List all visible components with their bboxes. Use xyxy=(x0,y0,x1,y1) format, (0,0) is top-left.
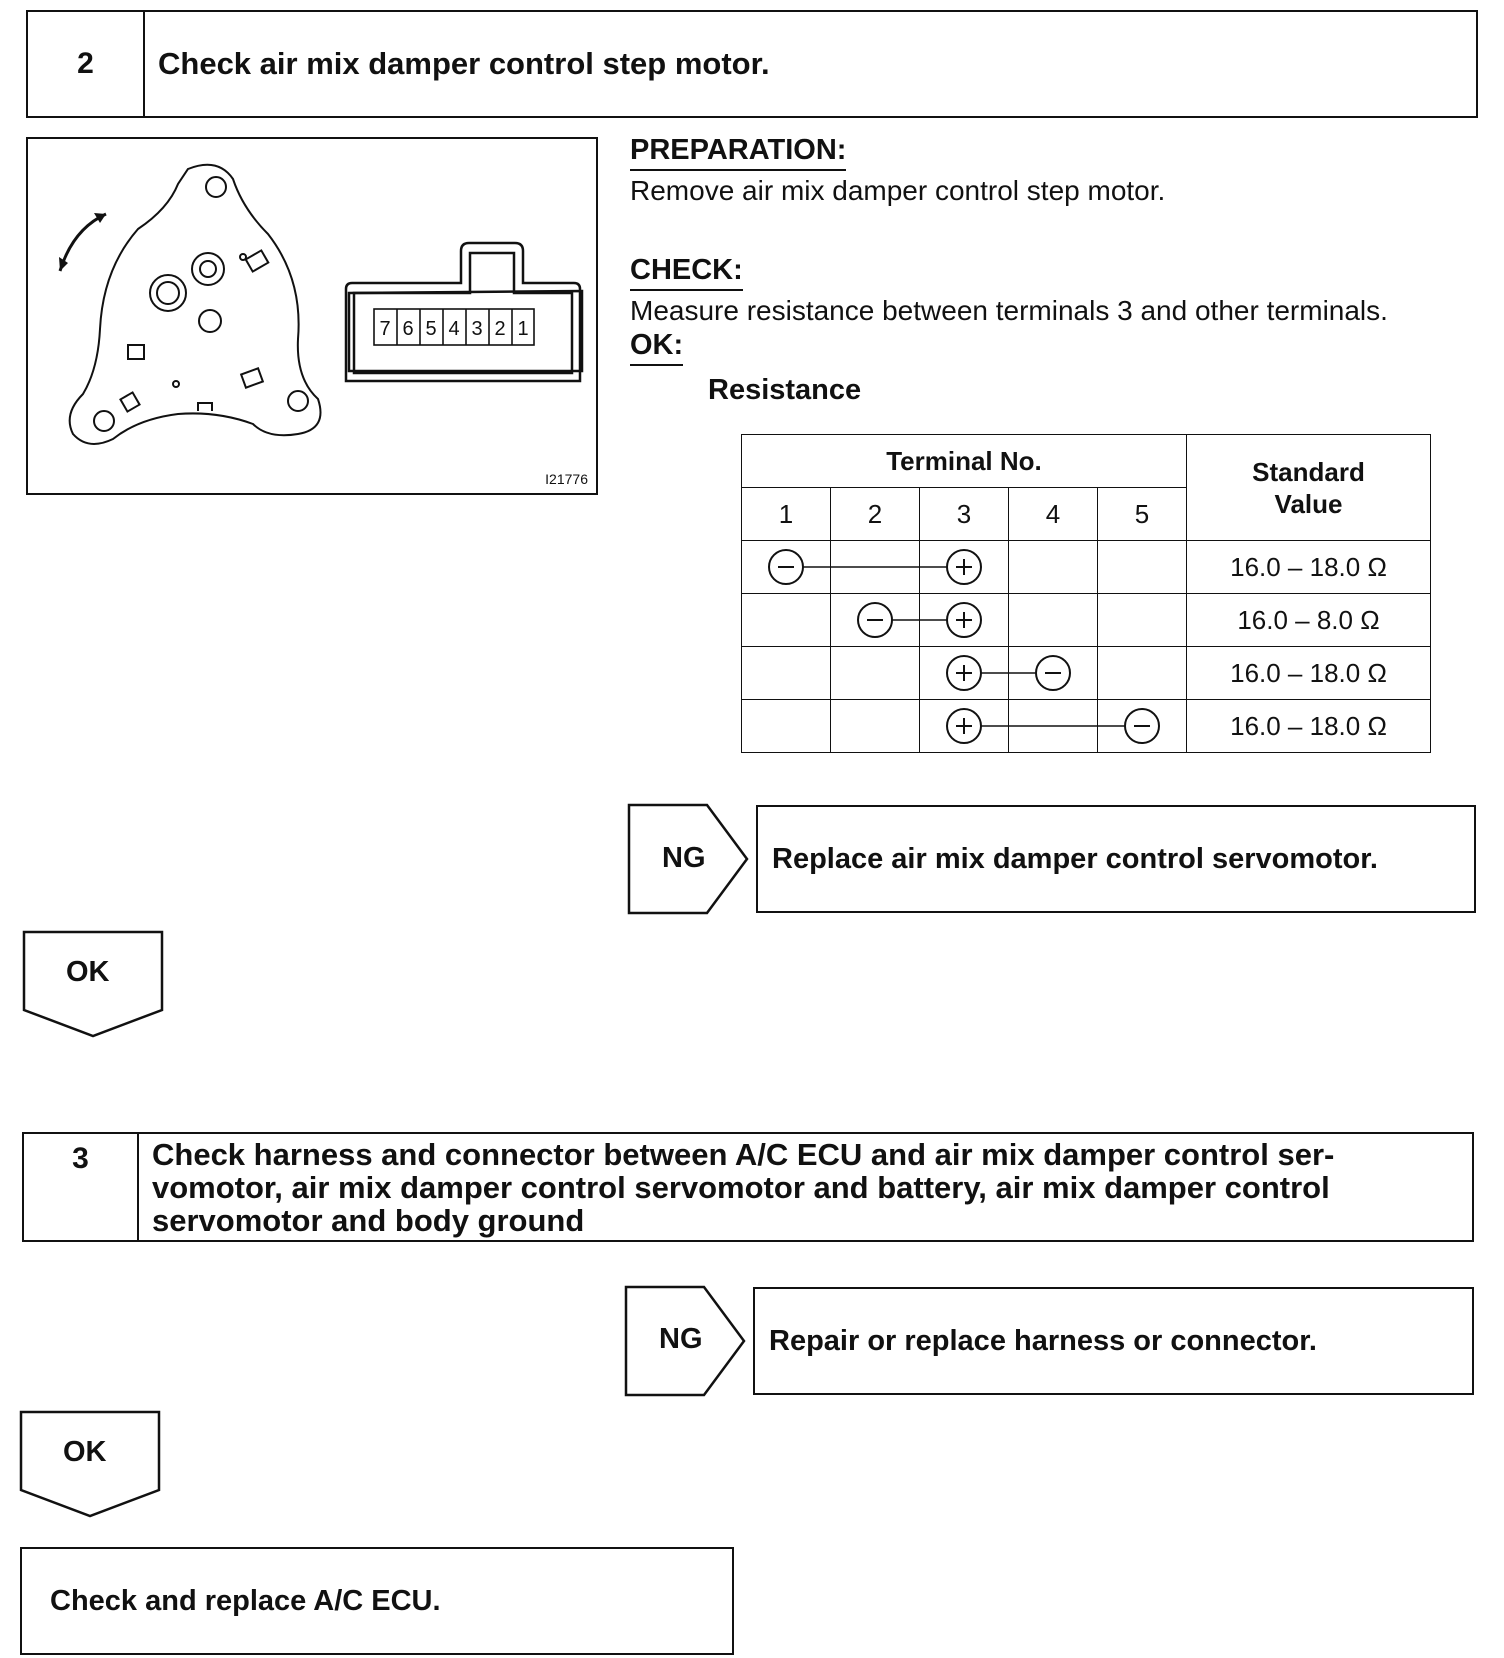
ok-heading: OK: xyxy=(630,329,683,366)
pin-label: 4 xyxy=(448,318,460,340)
ng-action-box xyxy=(753,1287,1474,1395)
terminal-col-header: 5 xyxy=(1098,488,1187,541)
check-text: Measure resistance between terminals 3 and other terminals. xyxy=(630,295,1388,326)
standard-value-header: Standard Value xyxy=(1187,435,1431,541)
pin-label: 6 xyxy=(402,318,414,340)
step-motor-illustration xyxy=(26,137,598,495)
check-heading: CHECK: xyxy=(630,254,743,291)
step-number: 2 xyxy=(28,12,145,116)
standard-value: 16.0 – 8.0 Ω xyxy=(1187,594,1431,647)
standard-value: 16.0 – 18.0 Ω xyxy=(1187,541,1431,594)
ng-action-box xyxy=(756,805,1476,913)
terminal-header: Terminal No. xyxy=(742,435,1187,488)
step-number: 3 xyxy=(24,1134,139,1240)
ng-label: NG xyxy=(662,842,706,874)
table-row xyxy=(742,594,1431,647)
check-section xyxy=(630,254,1388,366)
preparation-text: Remove air mix damper control step motor. xyxy=(630,175,1166,206)
pin-label: 1 xyxy=(517,318,529,340)
pin-label: 5 xyxy=(425,318,437,340)
step-title: Check harness and connector between A/C ECU and air mix damper control ser- vomotor, air mix damper control servomotor and battery, air mix damper control servomotor and body ground xyxy=(152,1137,1335,1238)
terminal-col-header: 3 xyxy=(920,488,1009,541)
step2-header xyxy=(26,10,1478,118)
terminal-col-header: 1 xyxy=(742,488,831,541)
ok-label: OK xyxy=(66,956,110,988)
step-title: Check air mix damper control step motor. xyxy=(158,46,770,81)
pin-label: 7 xyxy=(379,318,391,340)
standard-value: 16.0 – 18.0 Ω xyxy=(1187,647,1431,700)
preparation-section xyxy=(630,134,1165,207)
ng-label: NG xyxy=(659,1323,703,1355)
final-action-text: Check and replace A/C ECU. xyxy=(50,1584,441,1617)
ok-label: OK xyxy=(63,1436,107,1468)
preparation-heading: PREPARATION: xyxy=(630,134,846,171)
step-motor-drawing xyxy=(28,139,596,493)
standard-value: 16.0 – 18.0 Ω xyxy=(1187,700,1431,753)
step3-header xyxy=(22,1132,1474,1242)
ng-action-text: Replace air mix damper control servomotor. xyxy=(772,842,1378,875)
figure-code: I21776 xyxy=(545,471,588,487)
table-row xyxy=(742,700,1431,753)
resistance-label: Resistance xyxy=(708,374,862,406)
pin-label: 2 xyxy=(494,318,506,340)
table-row xyxy=(742,647,1431,700)
resistance-table xyxy=(741,434,1431,753)
pin-label: 3 xyxy=(471,318,483,340)
terminal-col-header: 2 xyxy=(831,488,920,541)
terminal-col-header: 4 xyxy=(1009,488,1098,541)
table-row xyxy=(742,541,1431,594)
final-action-box xyxy=(20,1547,734,1655)
ng-action-text: Repair or replace harness or connector. xyxy=(769,1324,1317,1357)
